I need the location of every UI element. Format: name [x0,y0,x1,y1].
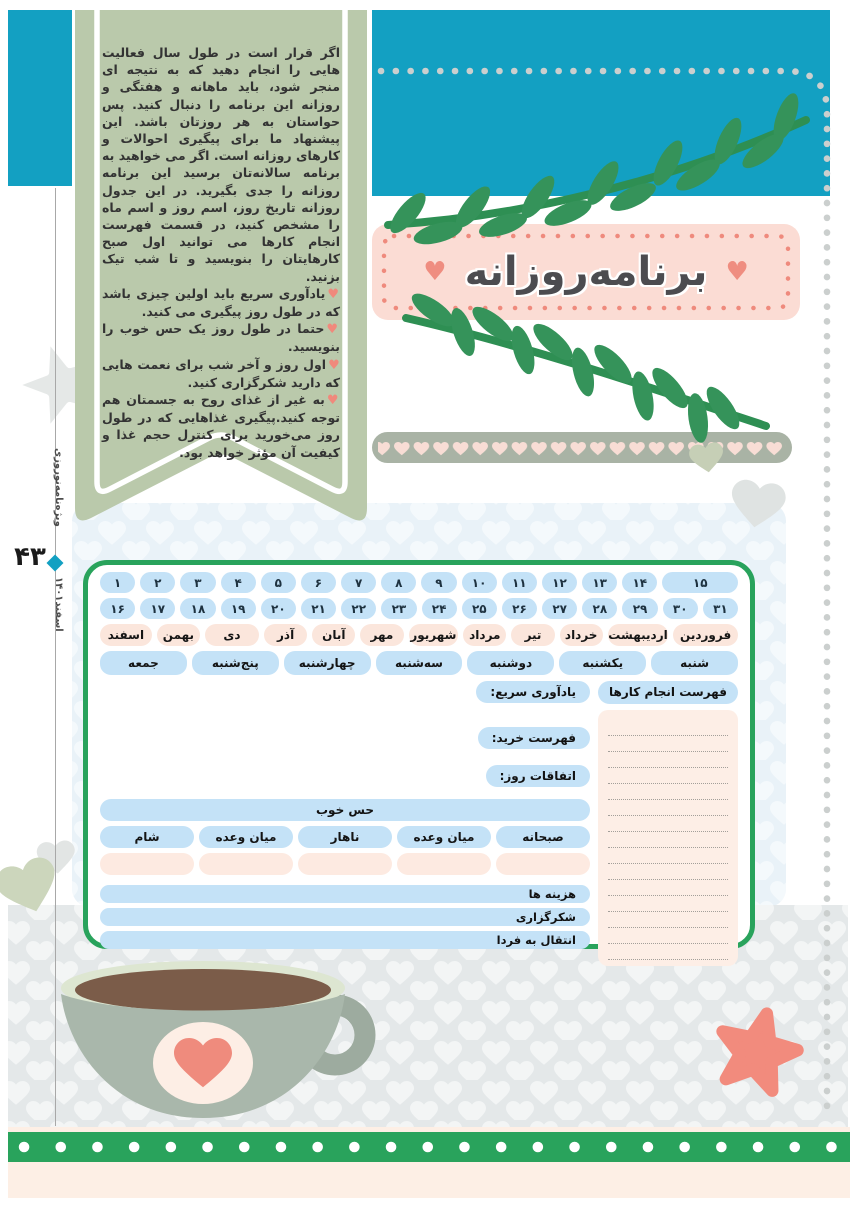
day-number-pill: ۱۷ [140,598,175,619]
month-pill: دی [205,624,259,646]
heart-bullet-icon: ♥ [327,286,341,302]
heart-icon: ♥ [423,257,447,287]
day-number-pill: ۳۱ [703,598,738,619]
meal-pill: شام [100,826,194,848]
weekdays-row [100,651,738,675]
day-number-pill: ۶ [301,572,336,593]
day-number-pill: ۲۷ [542,598,577,619]
instruction-bullet: ♥یادآوری سریع باید اولین چیزی باشد که در طول روز پیگیری می کنید. [102,285,341,320]
day-number-pill: ۳ [180,572,215,593]
meal-pill: صبحانه [496,826,590,848]
day-number-pill: ۴ [221,572,256,593]
todo-line [608,880,728,896]
instruction-intro: اگر قرار است در طول سال فعالیت هایی را انجام دهید که به نتیجه ای منجر شود، باید ماهانه و هفتگی و روزانه این برنامه را دنبال کنید. پس حواستان به هر روزتان باشد. این پیشنهاد ما برای پیگیری احوالات و کارهای روزانه است. اگر می خواهید به برنامه سالانه‌تان برسید این برنامه روزانه را جدی بگیرید. در این جدول روزانه تاریخ روز، اسم روز و اسم ماه را مشخص کنید، در قسمت فهرست انجام کارها می توانید اول صبح کارهایتان را بنویسید و تا شب تیک بزنید. [102,45,340,284]
day-number-pill: ۳۰ [663,598,698,619]
month-pill: فروردین [673,624,738,646]
expenses-field: هزینه ها [100,885,590,903]
hearts-strip [372,432,792,463]
todo-line [608,816,728,832]
meal-blank-field [199,853,293,875]
heart-bullet-icon: ♥ [328,357,340,373]
month-pill: اردیبهشت [608,624,668,646]
day-number-pill: ۱۵ [662,572,738,593]
issue-date-label: اسفند۱۴۰۱ [53,577,64,632]
day-number-pill: ۲۹ [622,598,657,619]
month-pill: تیر [511,624,554,646]
shopping-list-label: فهرست خرید: [478,727,590,749]
todo-line [608,800,728,816]
weekday-pill: یکشنبه [559,651,646,675]
month-pill: مهر [360,624,403,646]
todo-line [608,912,728,928]
weekday-pill: دوشنبه [467,651,554,675]
day-number-pill: ۸ [381,572,416,593]
heart-bullet-icon: ♥ [326,322,341,338]
day-number-pill: ۷ [341,572,376,593]
month-pill: آبان [312,624,355,646]
day-number-pill: ۱ [100,572,135,593]
good-feeling-label: حس خوب [100,799,590,821]
gratitude-field: شکرگزاری [100,908,590,926]
meal-pill: میان وعده [199,826,293,848]
weekday-pill: چهارشنبه [284,651,371,675]
todo-line [608,832,728,848]
meal-blank-field [496,853,590,875]
months-row [100,624,738,646]
day-number-pill: ۲۴ [422,598,457,619]
month-pill: آذر [264,624,307,646]
day-number-pill: ۱۰ [462,572,497,593]
month-pill: مرداد [463,624,506,646]
todo-line [608,848,728,864]
weekday-pill: جمعه [100,651,187,675]
day-number-pill: ۱۲ [542,572,577,593]
weekday-pill: شنبه [651,651,738,675]
day-number-pill: ۲۸ [582,598,617,619]
instruction-bullet: ♥حتما در طول روز یک حس خوب را بنویسید. [102,321,341,355]
month-pill: خرداد [560,624,603,646]
todo-line [608,864,728,880]
day-number-pill: ۱۳ [582,572,617,593]
day-number-pill: ۲۵ [462,598,497,619]
heart-icon: ♥ [725,257,749,287]
date-numbers-row-2 [100,598,738,619]
todo-line [608,752,728,768]
daily-planner-form [83,560,755,949]
todo-line [608,944,728,960]
day-number-pill: ۱۴ [622,572,657,593]
weekday-pill: پنج‌شنبه [192,651,279,675]
day-number-pill: ۹ [421,572,456,593]
meal-blank-field [100,853,194,875]
instruction-text [102,44,340,461]
meal-blank-field [397,853,491,875]
weekday-pill: سه‌شنبه [376,651,463,675]
todo-line [608,896,728,912]
teal-block-left [8,10,72,186]
special-issue-label: ویژه‌نامه‌نوروزی [53,448,64,527]
instruction-bullet: ♥به غیر از غذای روح به جسمتان هم توجه کنید.پیگیری غذاهایی که در طول روز می‌خورید برای کنترل حجم غذا و کیفیت آن مؤثر خواهد بود. [102,392,341,460]
month-pill: بهمن [157,624,200,646]
todo-line [608,928,728,944]
todo-line [608,736,728,752]
instruction-bullets [102,285,340,461]
day-events-label: اتفاقات روز: [486,765,590,787]
meal-blank-row [100,853,590,875]
form-left-column [100,681,590,966]
carry-to-tomorrow-field: انتقال به فردا [100,931,590,949]
teal-block-right [372,10,830,196]
meal-pill: ناهار [298,826,392,848]
day-number-pill: ۱۹ [221,598,256,619]
title-banner [372,224,800,320]
day-number-pill: ۲۱ [301,598,336,619]
day-number-pill: ۵ [261,572,296,593]
day-number-pill: ۱۸ [180,598,215,619]
day-number-pill: ۱۱ [502,572,537,593]
page-title: برنامه‌روزانه [464,249,708,295]
instruction-ribbon [75,10,367,558]
meal-blank-field [298,853,392,875]
meals-row [100,826,590,848]
day-number-pill: ۲۲ [341,598,376,619]
day-number-pill: ۱۶ [100,598,135,619]
todo-line [608,768,728,784]
todo-list-header: فهرست انجام کارها [598,681,738,704]
todo-line [608,720,728,736]
quick-reminder-label: یادآوری سریع: [476,681,590,703]
meal-pill: میان وعده [397,826,491,848]
todo-line [608,784,728,800]
heart-bullet-icon: ♥ [326,393,341,409]
day-number-pill: ۲۰ [261,598,296,619]
month-pill: اسفند [100,624,152,646]
month-pill: شهریور [409,624,459,646]
date-numbers-row-1 [100,572,738,593]
sidebar-rule [55,188,56,1126]
sage-heart-icon [688,441,726,474]
page-number: ۴۳ [14,542,46,572]
todo-list-box [598,710,738,966]
instruction-bullet: ♥اول روز و آخر شب برای نعمت هایی که دارید شکرگزاری کنید. [102,356,340,390]
day-number-pill: ۲ [140,572,175,593]
day-number-pill: ۲۶ [502,598,537,619]
day-number-pill: ۲۳ [381,598,416,619]
todo-column [598,681,738,966]
